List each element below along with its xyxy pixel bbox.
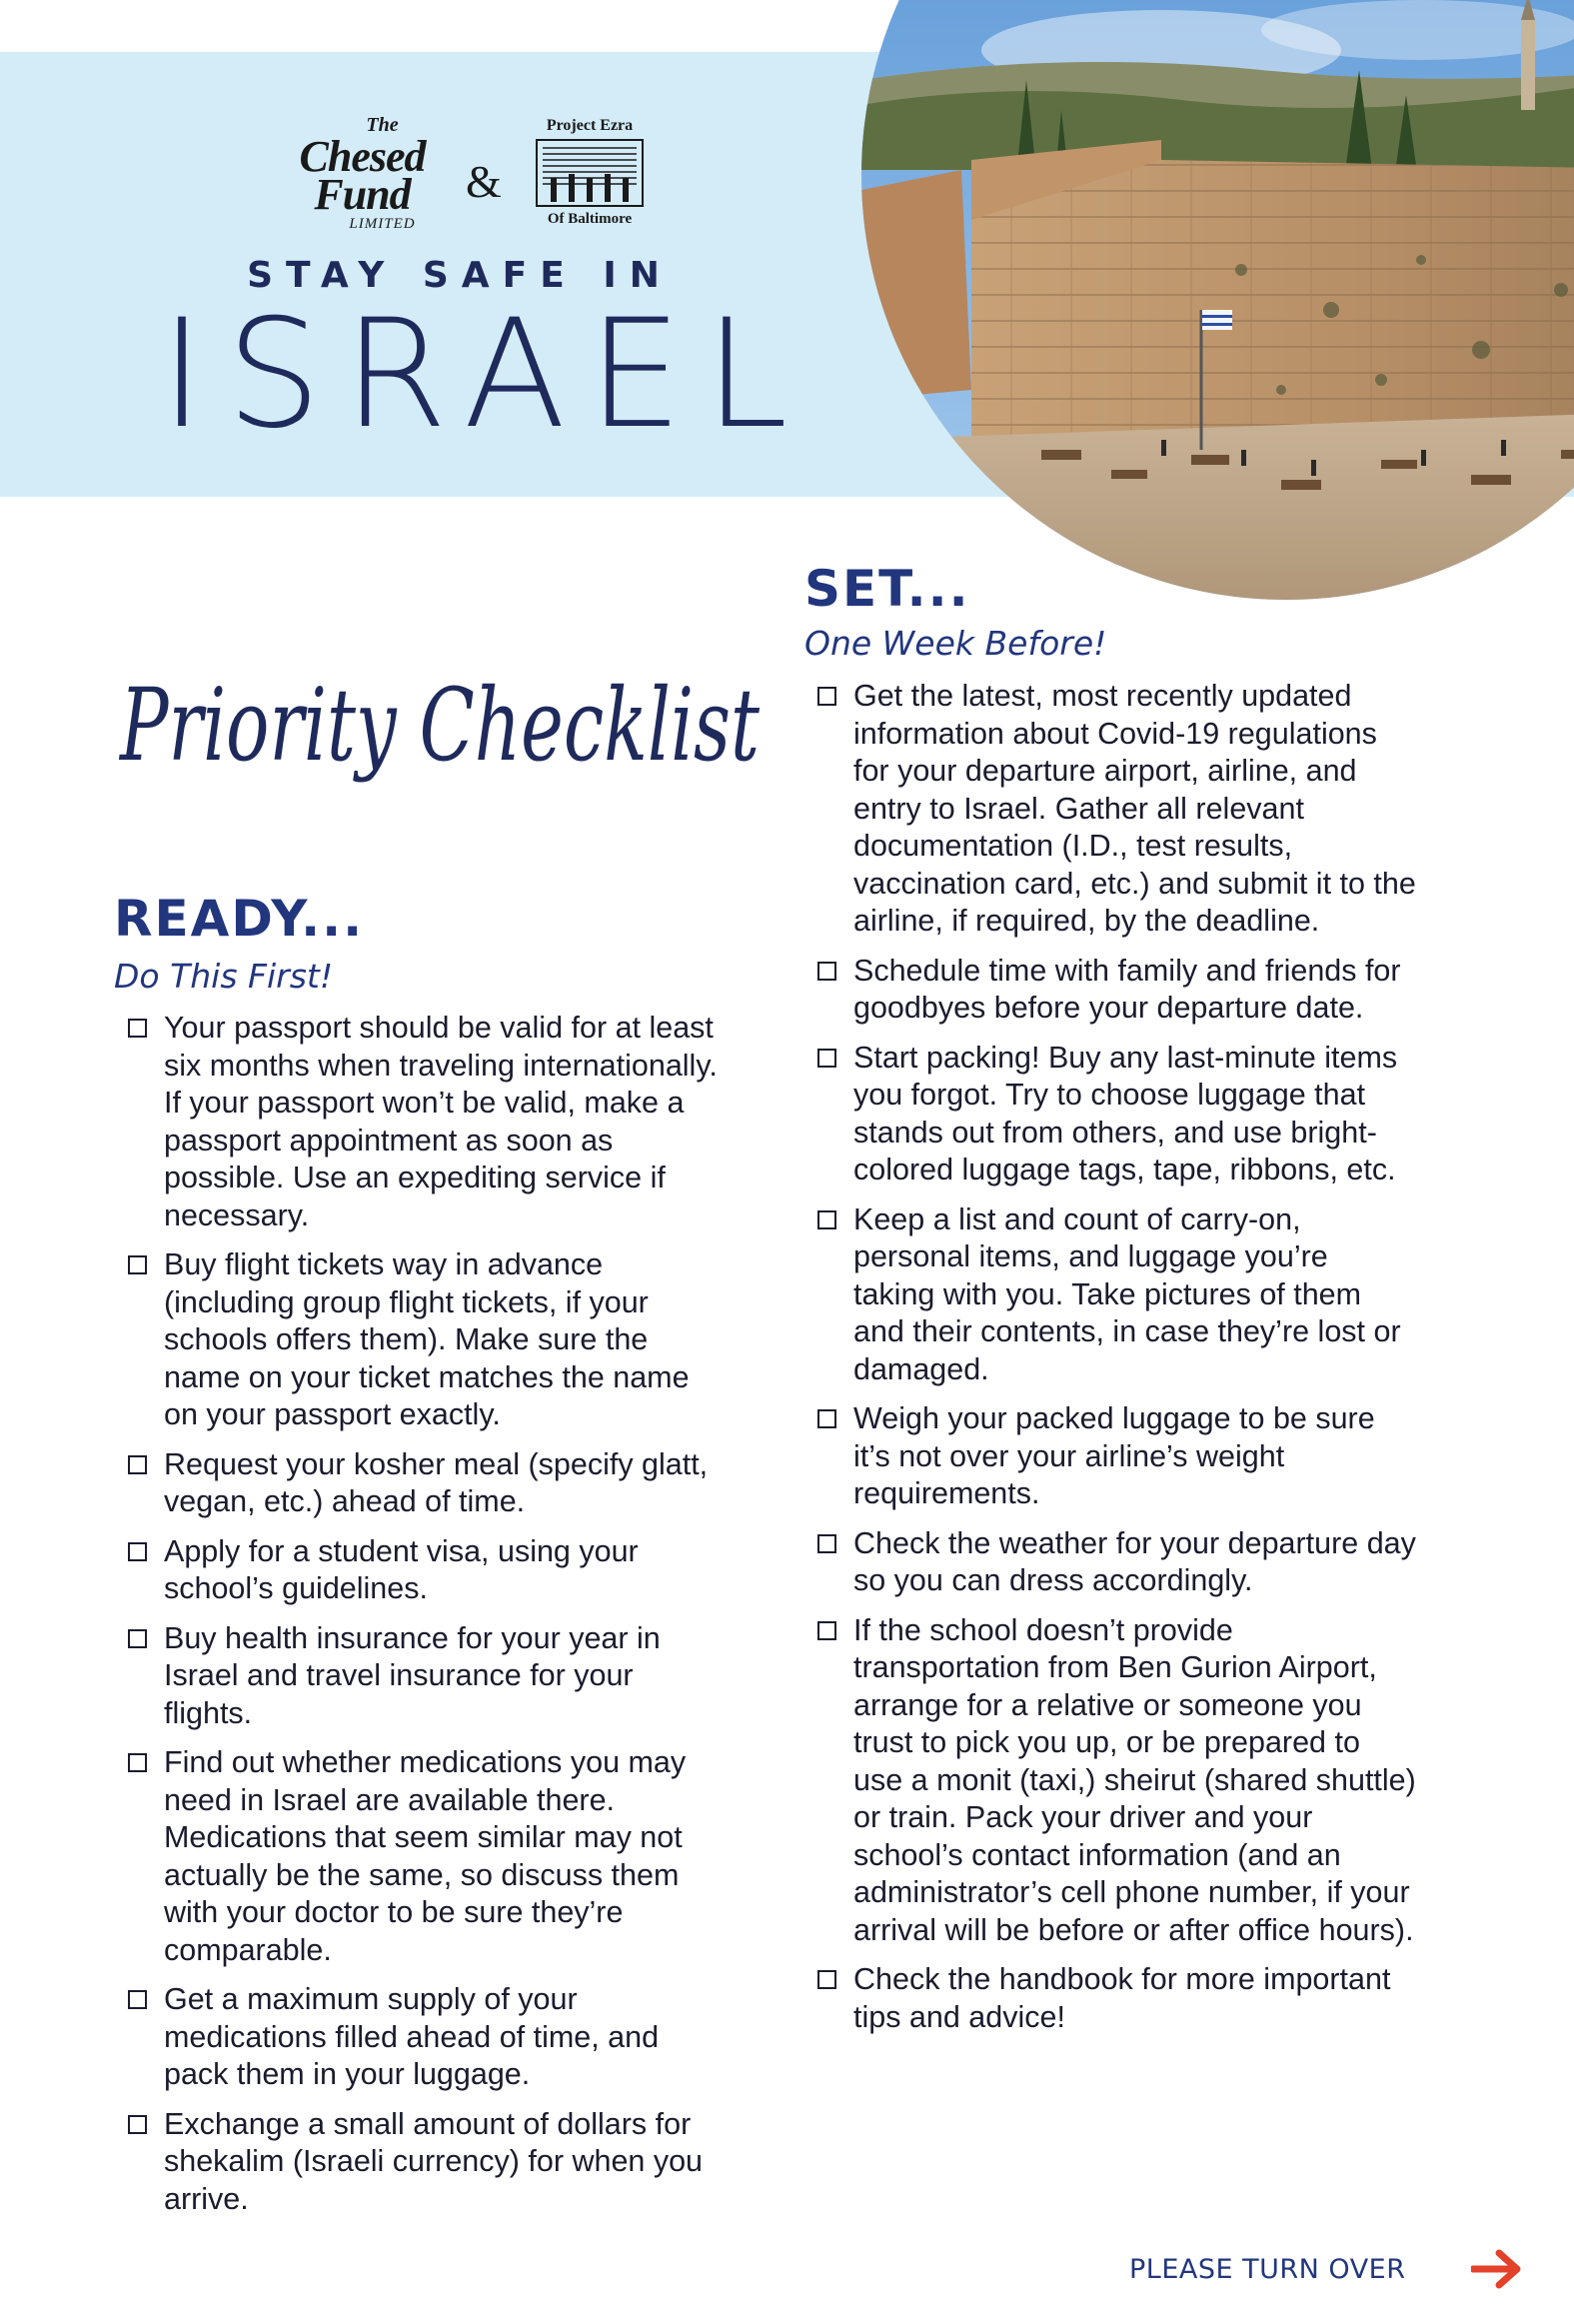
- checklist-item: [817, 1040, 1417, 1189]
- checkbox-icon[interactable]: [817, 1534, 836, 1553]
- project-ezra-logo: Project Ezra Of Baltimore: [530, 117, 650, 232]
- project-ezra-emblem-icon: [535, 138, 645, 208]
- checkbox-icon[interactable]: [128, 1629, 147, 1648]
- checklist-item-text: Get a maximum supply of your medications filled ahead of time, and pack them in your luggage.: [164, 1982, 660, 2091]
- ready-checklist: [128, 1010, 728, 2230]
- checklist-item-text: Find out whether medications you may need in Israel are available there. Medications that seem similar may not actually be the same, so discuss them with your doctor to be sure they’re comparable.: [164, 1745, 687, 1967]
- checklist-item: [817, 1961, 1417, 2036]
- checklist-item: [128, 1246, 728, 1434]
- checklist-item-text: Exchange a small amount of dollars for shekalim (Israeli currency) for when you arrive.: [164, 2106, 704, 2216]
- checklist-item: [128, 1446, 728, 1521]
- chesed-fund-logo: The Chesed Fund LIMITED: [299, 114, 426, 232]
- checklist-item: [128, 2106, 728, 2219]
- checklist-item: [817, 1400, 1417, 1513]
- checkbox-icon[interactable]: [128, 1990, 147, 2009]
- checklist-item-text: Your passport should be valid for at least six months when traveling internationally. If your passport won’t be valid, make a passport appointment as soon as possible. Use an expediting service if necessary.: [164, 1011, 718, 1232]
- priority-checklist-script-title: [110, 625, 770, 815]
- checklist-item: [817, 678, 1417, 941]
- checkbox-icon[interactable]: [128, 1753, 147, 1772]
- checklist-item: [128, 1620, 728, 1733]
- checkbox-icon[interactable]: [817, 1621, 836, 1640]
- checklist-item-text: Weigh your packed luggage to be sure it’s not over your airline’s weight requirements.: [853, 1401, 1375, 1510]
- checklist-item: [128, 1010, 728, 1234]
- checkbox-icon[interactable]: [817, 962, 836, 981]
- checkbox-icon[interactable]: [817, 687, 836, 706]
- arrow-right-icon: [1471, 2249, 1523, 2289]
- ampersand: &: [466, 156, 502, 207]
- checkbox-icon[interactable]: [817, 1409, 836, 1428]
- logos: [270, 115, 670, 235]
- checkbox-icon[interactable]: [128, 1542, 147, 1561]
- ready-subtitle: Do This First!: [114, 957, 334, 996]
- set-subtitle: One Week Before!: [804, 624, 1107, 663]
- checklist-item-text: Start packing! Buy any last-minute items you forgot. Try to choose luggage that stands out from others, and use bright- colored luggage tags, tape, ribbons, etc.: [853, 1040, 1398, 1186]
- checklist-item: [128, 1533, 728, 1608]
- checkbox-icon[interactable]: [128, 1455, 147, 1474]
- western-wall-photo: [861, 0, 1574, 600]
- checkbox-icon[interactable]: [817, 1210, 836, 1229]
- checklist-item-text: Buy health insurance for your year in Israel and travel insurance for your flights.: [164, 1620, 661, 1730]
- stay-safe-heading: STAY SAFE IN: [247, 255, 673, 296]
- checklist-item: [817, 953, 1417, 1028]
- checklist-item-text: Check the weather for your departure day so you can dress accordingly.: [853, 1525, 1416, 1597]
- ready-title: READY...: [114, 890, 365, 948]
- set-title: SET...: [804, 560, 970, 618]
- checklist-item-text: Check the handbook for more important tips and advice!: [853, 1962, 1391, 2034]
- checklist-item: [817, 1201, 1417, 1389]
- checkbox-icon[interactable]: [128, 2115, 147, 2134]
- please-turn-over: PLEASE TURN OVER: [1129, 2254, 1406, 2285]
- checklist-item-text: If the school doesn’t provide transportation from Ben Gurion Airport, arrange for a relative or someone you trust to pick you up, or be prepared to use a monit (taxi,) sheirut (shared shuttle) or train. Pack your driver and your school’s contact information (and an administrator’s cell phone number, if your arrival will be before or after office hours).: [853, 1612, 1416, 1947]
- checklist-item: [128, 1981, 728, 2094]
- checklist-item-text: Schedule time with family and friends for goodbyes before your departure date.: [853, 953, 1401, 1025]
- checkbox-icon[interactable]: [128, 1019, 147, 1038]
- checklist-item: [817, 1612, 1417, 1950]
- set-checklist: [817, 678, 1417, 2048]
- checklist-item-text: Request your kosher meal (specify glatt, vegan, etc.) ahead of time.: [164, 1446, 709, 1518]
- checkbox-icon[interactable]: [128, 1255, 147, 1274]
- checklist-item-text: Buy flight tickets way in advance (including group flight tickets, if your schools offers them). Make sure the name on your ticket matches the name on your passport exactly.: [164, 1247, 690, 1431]
- priority-checklist-text: Priority Checklist: [118, 667, 761, 784]
- checklist-item: [128, 1744, 728, 1969]
- checklist-item-text: Apply for a student visa, using your school’s guidelines.: [164, 1533, 639, 1605]
- checkbox-icon[interactable]: [817, 1970, 836, 1989]
- checklist-item-text: Keep a list and count of carry-on, personal items, and luggage you’re taking with you. Take pictures of them and their contents, in case they’re lost or damaged.: [853, 1201, 1401, 1386]
- checkbox-icon[interactable]: [817, 1049, 836, 1068]
- checklist-item-text: Get the latest, most recently updated information about Covid-19 regulations for your departure airport, airline, and entry to Israel. Gather all relevant documentation (I.D., test results, vaccination card, etc.) and submit it to the airline, if required, by the deadline.: [853, 679, 1416, 938]
- checklist-item: [817, 1525, 1417, 1600]
- israel-heading: ISRAEL: [160, 288, 810, 462]
